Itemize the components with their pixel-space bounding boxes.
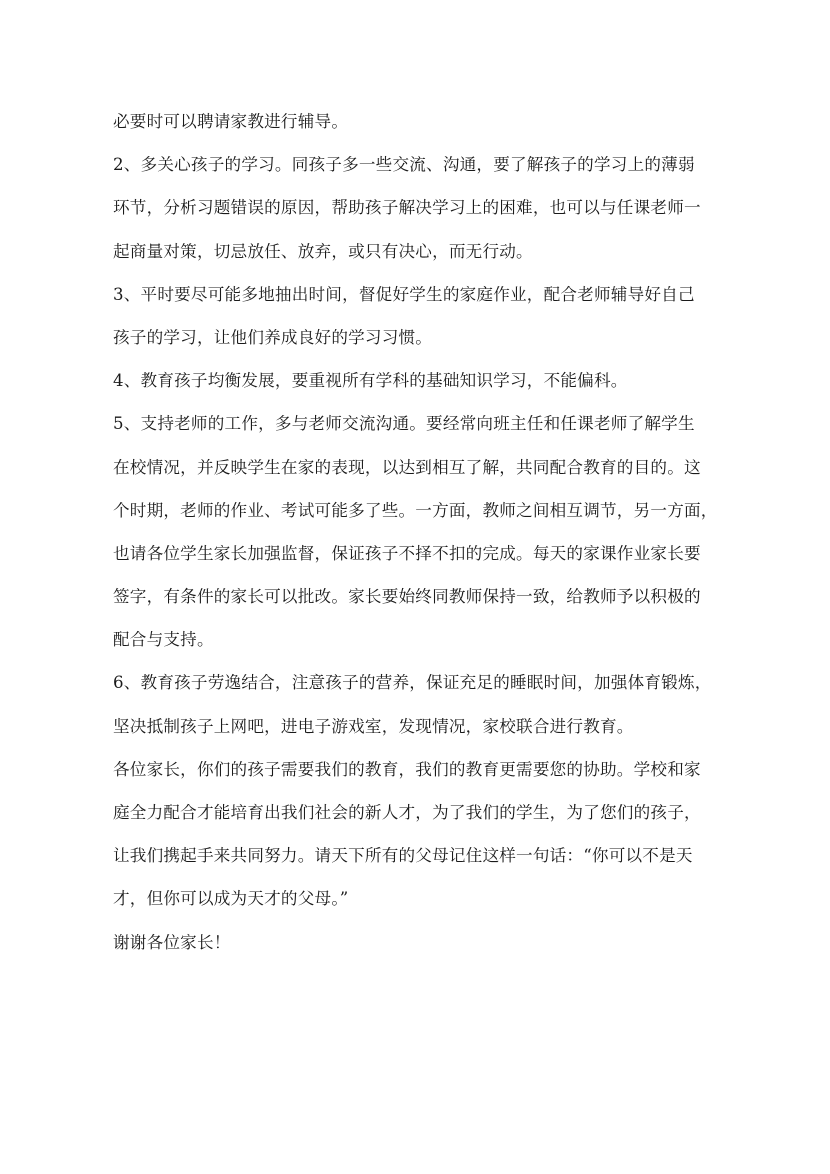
paragraph [113, 669, 723, 755]
paragraph [113, 281, 723, 367]
text-line: 必要时可以聘请家教进行辅导。 [113, 112, 349, 131]
text-line: 个时期，老师的作业、考试可能多了些。一方面，教师之间相互调节，另一方面， [113, 500, 718, 520]
text-line: 5、支持老师的工作，多与老师交流沟通。要经常向班主任和任课老师了解学生 [113, 414, 695, 434]
text-line: 3、平时要尽可能多地抽出时间，督促好学生的家庭作业，配合老师辅导好自己 [113, 284, 695, 304]
text-line: 谢谢各位家长！ [113, 932, 231, 952]
text-line: 起商量对策，切忌放任、放弃，或只有决心，而无行动。 [113, 241, 533, 261]
text-line: 孩子的学习，让他们养成良好的学习习惯。 [113, 327, 433, 347]
text-line: 4、教育孩子均衡发展，要重视所有学科的基础知识学习，不能偏科。 [113, 371, 628, 391]
text-line: 坚决抵制孩子上网吧，进电子游戏室，发现情况，家校联合进行教育。 [113, 716, 634, 736]
paragraph [113, 108, 723, 151]
text-line: 各位家长，你们的孩子需要我们的教育，我们的教育更需要您的协助。学校和家 [113, 759, 701, 779]
text-line: 让我们携起手来共同努力。请天下所有的父母记住这样一句话：“你可以不是天 [113, 846, 693, 866]
text-line: 才，但你可以成为天才的父母。” [113, 889, 349, 909]
text-line: 签字，有条件的家长可以批改。家长要始终同教师保持一致，给教师予以积极的 [113, 587, 701, 607]
paragraph [113, 410, 723, 669]
paragraph [113, 756, 723, 929]
paragraph [113, 151, 723, 281]
text-line: 庭全力配合才能培育出我们社会的新人才，为了我们的学生，为了您们的孩子， [113, 803, 701, 822]
text-line: 在校情况，并反映学生在家的表现，以达到相互了解，共同配合教育的目的。这 [113, 457, 701, 477]
paragraph [113, 367, 723, 410]
text-line: 2、多关心孩子的学习。同孩子多一些交流、沟通，要了解孩子的学习上的薄弱 [113, 155, 695, 175]
text-line: 配合与支持。 [113, 630, 214, 650]
text-line: 环节，分析习题错误的原因，帮助孩子解决学习上的困难，也可以与任课老师一 [113, 198, 701, 218]
document-page [113, 108, 723, 972]
paragraph [113, 929, 723, 972]
text-line: 6、教育孩子劳逸结合，注意孩子的营养，保证充足的睡眠时间，加强体育锻炼， [113, 673, 712, 693]
text-line: 也请各位学生家长加强监督，保证孩子不择不扣的完成。每天的家课作业家长要 [113, 543, 701, 563]
